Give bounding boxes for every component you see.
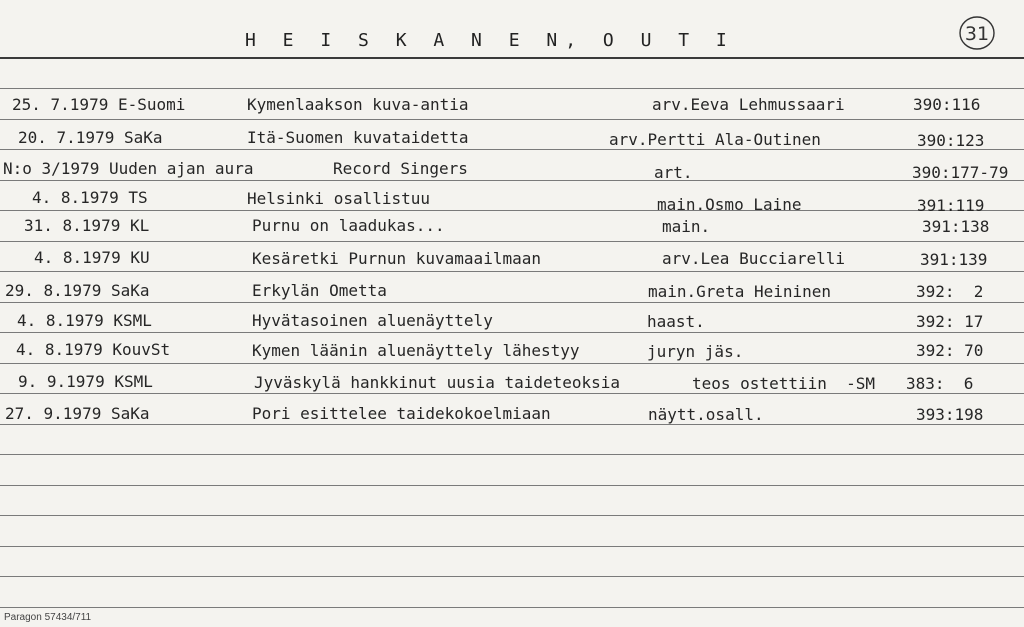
entry-date: 9. 9.1979 KSML [18, 372, 153, 391]
entry-author: arv.Eeva Lehmussaari [652, 95, 845, 114]
entry-author: arv.Pertti Ala-Outinen [609, 130, 821, 149]
entry-ref: 391:138 [922, 217, 990, 236]
rule-line [0, 119, 1024, 120]
rule-line [0, 180, 1024, 181]
entry-date: 4. 8.1979 KouvSt [16, 340, 171, 359]
rule-line [0, 576, 1024, 577]
rule-line [0, 424, 1024, 425]
rule-line [0, 393, 1024, 394]
entry-author: juryn jäs. [647, 342, 744, 361]
entry-author: main.Greta Heininen [648, 282, 832, 301]
entry-title: Hyvätasoinen aluenäyttely [252, 311, 493, 330]
entry-ref: 391:139 [920, 250, 988, 269]
entry-title: Kesäretki Purnun kuvamaailmaan [252, 249, 541, 268]
entry-title: Erkylän Ometta [252, 281, 387, 300]
entry-title: Kymenlaakson kuva-antia [247, 95, 469, 114]
entry-ref: 392: 2 [916, 282, 984, 301]
entry-title: Record Singers [333, 159, 468, 178]
entry-title: Pori esittelee taidekokoelmiaan [252, 404, 551, 423]
entry-date: 20. 7.1979 SaKa [18, 128, 163, 147]
rule-line [0, 546, 1024, 547]
entry-date: 4. 8.1979 KSML [17, 311, 152, 330]
entry-author: arv.Lea Bucciarelli [662, 249, 846, 268]
entry-title: Kymen läänin aluenäyttely lähestyy [252, 341, 580, 360]
entry-title: Purnu on laadukas... [252, 216, 445, 235]
rule-line [0, 454, 1024, 455]
rule-line [0, 271, 1024, 272]
printer-imprint: Paragon 57434/711 [4, 612, 92, 623]
header-rule [0, 57, 1024, 59]
rule-line [0, 241, 1024, 242]
rule-line [0, 149, 1024, 150]
entry-date: 31. 8.1979 KL [24, 216, 150, 235]
rule-line [0, 485, 1024, 486]
rule-line [0, 515, 1024, 516]
entry-date: N:o 3/1979 Uuden ajan aura [3, 159, 254, 178]
rule-line [0, 332, 1024, 333]
entry-date: 4. 8.1979 TS [32, 188, 148, 207]
entry-date: 29. 8.1979 SaKa [5, 281, 150, 300]
entry-ref: 390:177-79 [912, 163, 1009, 182]
rule-line [0, 607, 1024, 608]
rule-line [0, 88, 1024, 89]
rule-line [0, 302, 1024, 303]
entry-author: main. [662, 217, 711, 236]
entry-ref: 392: 17 [916, 312, 984, 331]
card-number-circle [958, 14, 996, 52]
entry-title: Helsinki osallistuu [247, 189, 431, 208]
entry-ref: 393:198 [916, 405, 984, 424]
entry-date: 4. 8.1979 KU [34, 248, 150, 267]
entry-ref: 383: 6 [906, 374, 974, 393]
entry-author: haast. [647, 312, 705, 331]
entry-author: art. [654, 163, 693, 182]
entry-author: main.Osmo Laine [657, 195, 802, 214]
entry-ref: 391:119 [917, 196, 985, 215]
entry-author: näytt.osall. [648, 405, 764, 424]
card-title: H E I S K A N E N, O U T I [245, 30, 735, 51]
entry-author: teos ostettiin -SM [692, 374, 876, 393]
entry-title: Itä-Suomen kuvataidetta [247, 128, 469, 147]
entry-title: Jyväskylä hankkinut uusia taideteoksia [254, 373, 621, 392]
rule-line [0, 210, 1024, 211]
entry-date: 27. 9.1979 SaKa [5, 404, 150, 423]
entry-ref: 390:123 [917, 131, 985, 150]
entry-ref: 390:116 [913, 95, 981, 114]
entry-date: 25. 7.1979 E-Suomi [12, 95, 186, 114]
entry-ref: 392: 70 [916, 341, 984, 360]
rule-line [0, 363, 1024, 364]
card-number: 31 [964, 23, 990, 45]
